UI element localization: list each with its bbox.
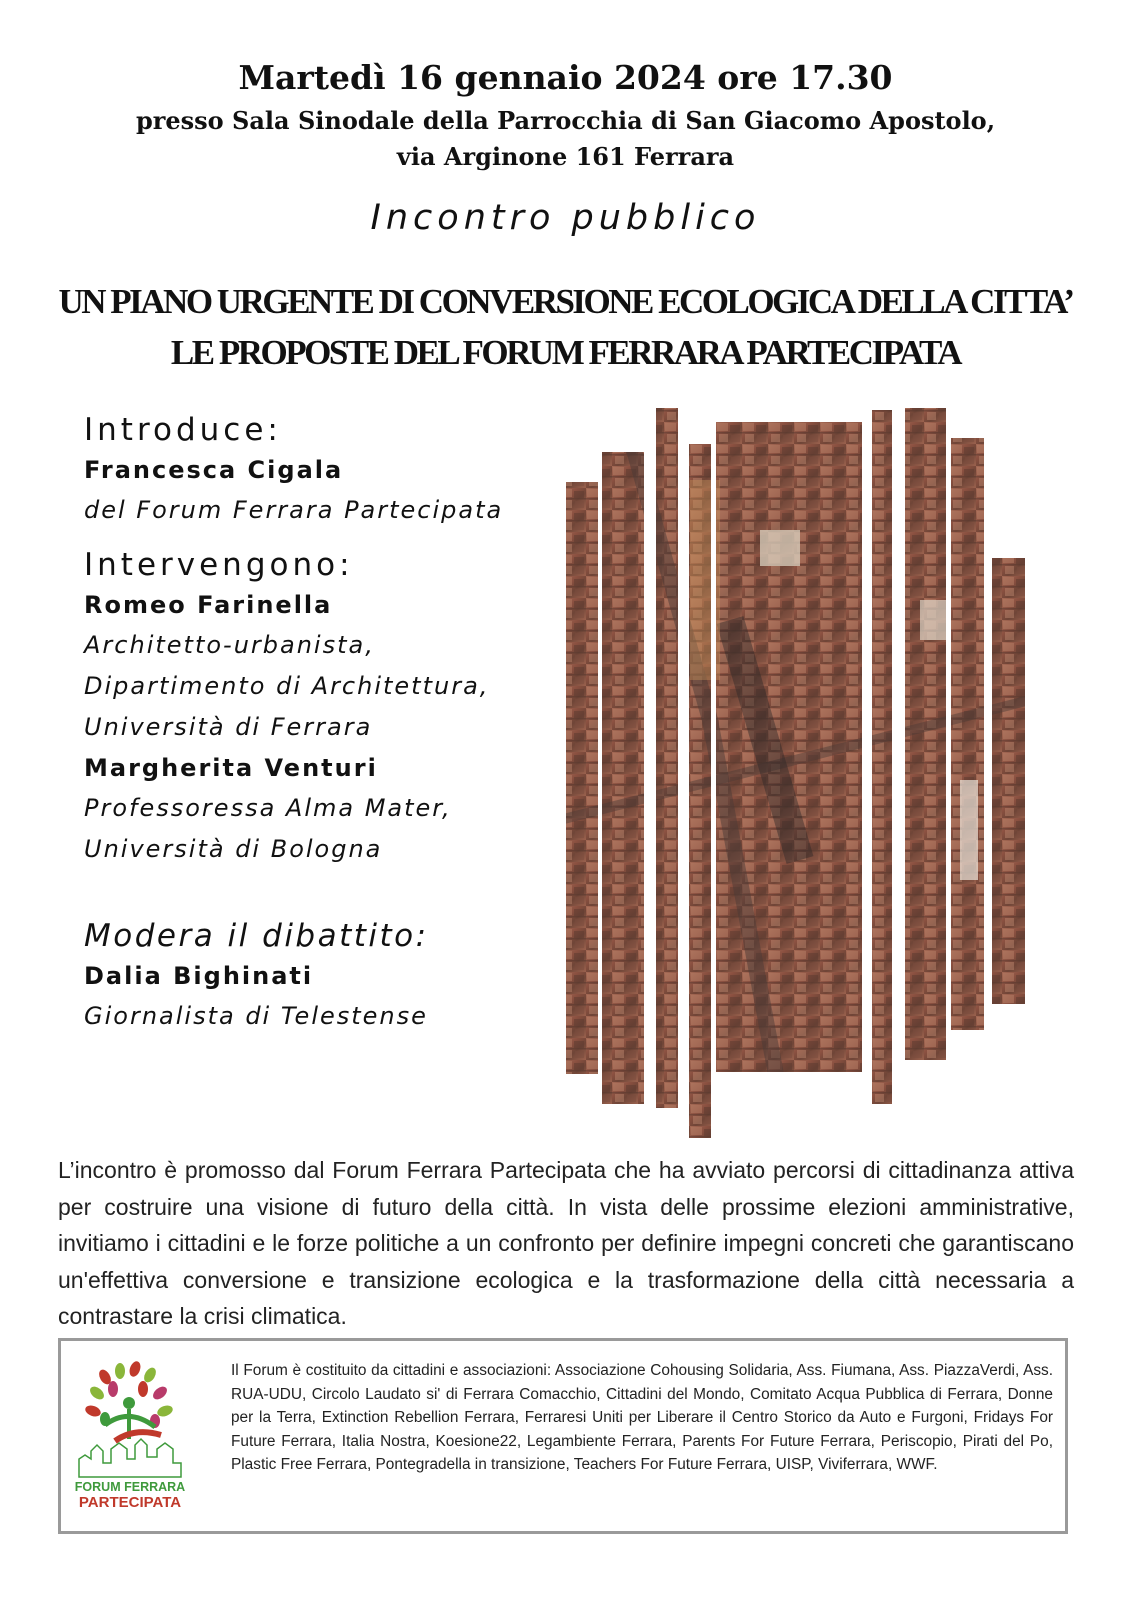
title-line-2: LE PROPOSTE DEL FORUM FERRARA PARTECIPATA: [170, 333, 961, 372]
city-skyline-icon: [79, 1439, 181, 1477]
introducer-name: Francesca Cigala: [84, 456, 344, 484]
speaker-name-2: Margherita Venturi: [84, 754, 378, 782]
footer-box: [58, 1338, 1068, 1534]
logo-text-line-1: FORUM FERRARA: [75, 1480, 185, 1494]
forum-logo: [75, 1359, 185, 1509]
event-description: L’incontro è promosso dal Forum Ferrara Partecipata che ha avviato percorsi di cittadinanza attiva per costruire una visione di futuro della città. In vista delle prossime elezioni amministrative, invitiamo i cittadini e le forze politiche a un confronto per definire impegni concreti che garantiscano un'effettiva conversione e transizione ecologica e la trasformazione della città necessaria a contrastare la crisi climatica.: [58, 1157, 1074, 1329]
speaker-description: Professoressa Alma Mater,: [84, 794, 452, 822]
city-photo-collage: [560, 400, 1030, 1150]
moderator-name: Dalia Bighinati: [84, 962, 314, 990]
event-type: Incontro pubblico: [370, 198, 761, 238]
introducer-description: del Forum Ferrara Partecipata: [84, 496, 504, 524]
speaker-description: Università di Bologna: [84, 835, 383, 863]
speakers-label: Intervengono:: [84, 547, 354, 583]
event-date-time: Martedì 16 gennaio 2024 ore 17.30: [238, 58, 893, 97]
event-address: via Arginone 161 Ferrara: [396, 142, 735, 171]
moderator-label: Modera il dibattito:: [84, 918, 429, 954]
introduce-label: Introduce:: [84, 412, 282, 448]
speakers-section: [84, 410, 564, 1037]
logo-text-line-2: PARTECIPATA: [78, 1494, 182, 1509]
member-associations-text: Il Forum è costituito da cittadini e associazioni: Associazione Cohousing Solidaria, Ass. Fiumana, Ass. PiazzaVerdi, Ass. RUA-UDU, Circolo Laudato si' di Ferrara Comacchio, Cittadini del Mondo, Comitato Acqua Pubblica di Ferrara, Donne per la Terra, Extinction Rebellion Ferrara, Ferraresi Uniti per Liberare il Centro Storico da Auto e Furgoni, Fridays For Future Ferrara, Italia Nostra, Koesione22, Legambiente Ferrara, Parents For Future Ferrara, Periscopio, Pirati del Po, Plastic Free Ferrara, Pontegradella in transizione, Teachers For Future Ferrara, UISP, Viviferrara, WWF.: [231, 1362, 1053, 1473]
speaker-name-1: Romeo Farinella: [84, 591, 333, 619]
title-line-1: UN PIANO URGENTE DI CONVERSIONE ECOLOGICA DELLA CITTA’: [58, 282, 1073, 321]
city-aerial-strips: [560, 400, 1030, 1150]
speaker-description: Dipartimento di Architettura,: [84, 672, 490, 700]
speaker-description: Architetto-urbanista,: [84, 631, 375, 659]
tree-leaves-icon: [84, 1360, 174, 1441]
moderator-description: Giornalista di Telestense: [84, 1002, 428, 1030]
speaker-description: Università di Ferrara: [84, 713, 373, 741]
event-venue: presso Sala Sinodale della Parrocchia di San Giacomo Apostolo,: [135, 106, 996, 135]
